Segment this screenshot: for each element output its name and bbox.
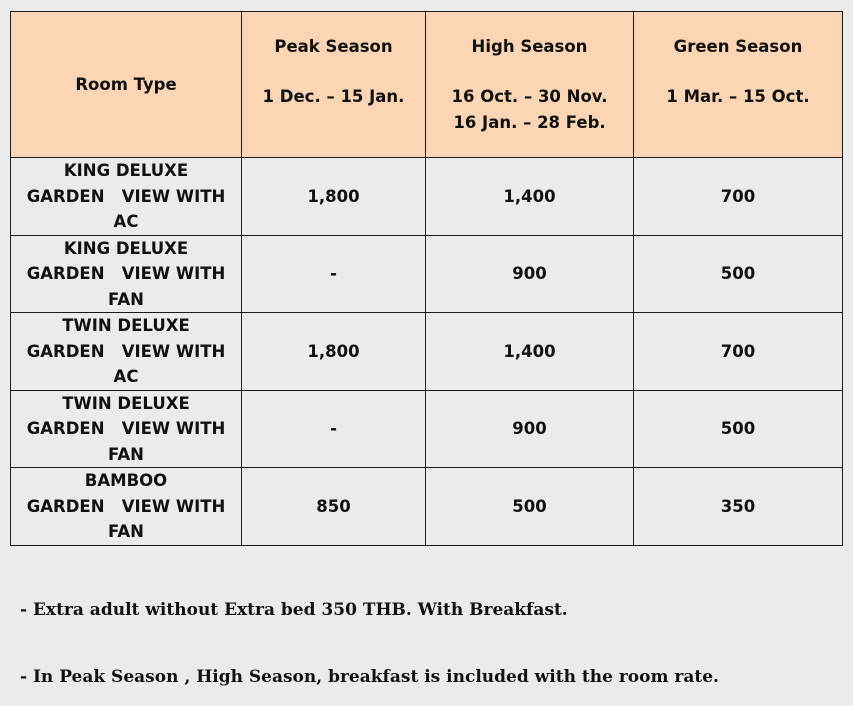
room-type-cell: KING DELUXE GARDEN VIEW WITH AC bbox=[11, 158, 242, 236]
season-dates: 1 Mar. – 15 Oct. bbox=[666, 86, 810, 106]
peak-rate-cell: 1,800 bbox=[242, 313, 426, 391]
high-rate-cell: 1,400 bbox=[426, 158, 634, 236]
high-rate-cell: 900 bbox=[426, 390, 634, 468]
season-name: High Season bbox=[471, 36, 588, 56]
season-dates: 16 Oct. – 30 Nov. bbox=[451, 86, 608, 106]
table-row bbox=[11, 390, 843, 468]
header-green-season bbox=[634, 12, 843, 158]
table-row bbox=[11, 313, 843, 391]
peak-rate-cell: - bbox=[242, 235, 426, 313]
header-peak-season bbox=[242, 12, 426, 158]
room-type-cell: KING DELUXE GARDEN VIEW WITH FAN bbox=[11, 235, 242, 313]
green-rate-cell: 500 bbox=[634, 235, 843, 313]
high-rate-cell: 900 bbox=[426, 235, 634, 313]
table-row bbox=[11, 468, 843, 546]
high-rate-cell: 500 bbox=[426, 468, 634, 546]
season-dates: 16 Jan. – 28 Feb. bbox=[453, 112, 606, 132]
note-breakfast-included: - In Peak Season , High Season, breakfast is included with the room rate. bbox=[20, 667, 719, 687]
header-room-type: Room Type bbox=[11, 12, 242, 158]
room-type-cell: TWIN DELUXE GARDEN VIEW WITH FAN bbox=[11, 390, 242, 468]
header-row bbox=[11, 12, 843, 158]
high-rate-cell: 1,400 bbox=[426, 313, 634, 391]
green-rate-cell: 700 bbox=[634, 158, 843, 236]
peak-rate-cell: - bbox=[242, 390, 426, 468]
season-name: Green Season bbox=[673, 36, 803, 56]
green-rate-cell: 700 bbox=[634, 313, 843, 391]
table-row bbox=[11, 235, 843, 313]
room-type-cell: BAMBOO GARDEN VIEW WITH FAN bbox=[11, 468, 242, 546]
table-row bbox=[11, 158, 843, 236]
green-rate-cell: 350 bbox=[634, 468, 843, 546]
season-name: Peak Season bbox=[274, 36, 393, 56]
peak-rate-cell: 850 bbox=[242, 468, 426, 546]
room-type-cell: TWIN DELUXE GARDEN VIEW WITH AC bbox=[11, 313, 242, 391]
note-extra-adult: - Extra adult without Extra bed 350 THB. With Breakfast. bbox=[20, 600, 568, 620]
green-rate-cell: 500 bbox=[634, 390, 843, 468]
season-dates: 1 Dec. – 15 Jan. bbox=[262, 86, 405, 106]
peak-rate-cell: 1,800 bbox=[242, 158, 426, 236]
header-high-season bbox=[426, 12, 634, 158]
room-rates-table bbox=[10, 11, 843, 546]
